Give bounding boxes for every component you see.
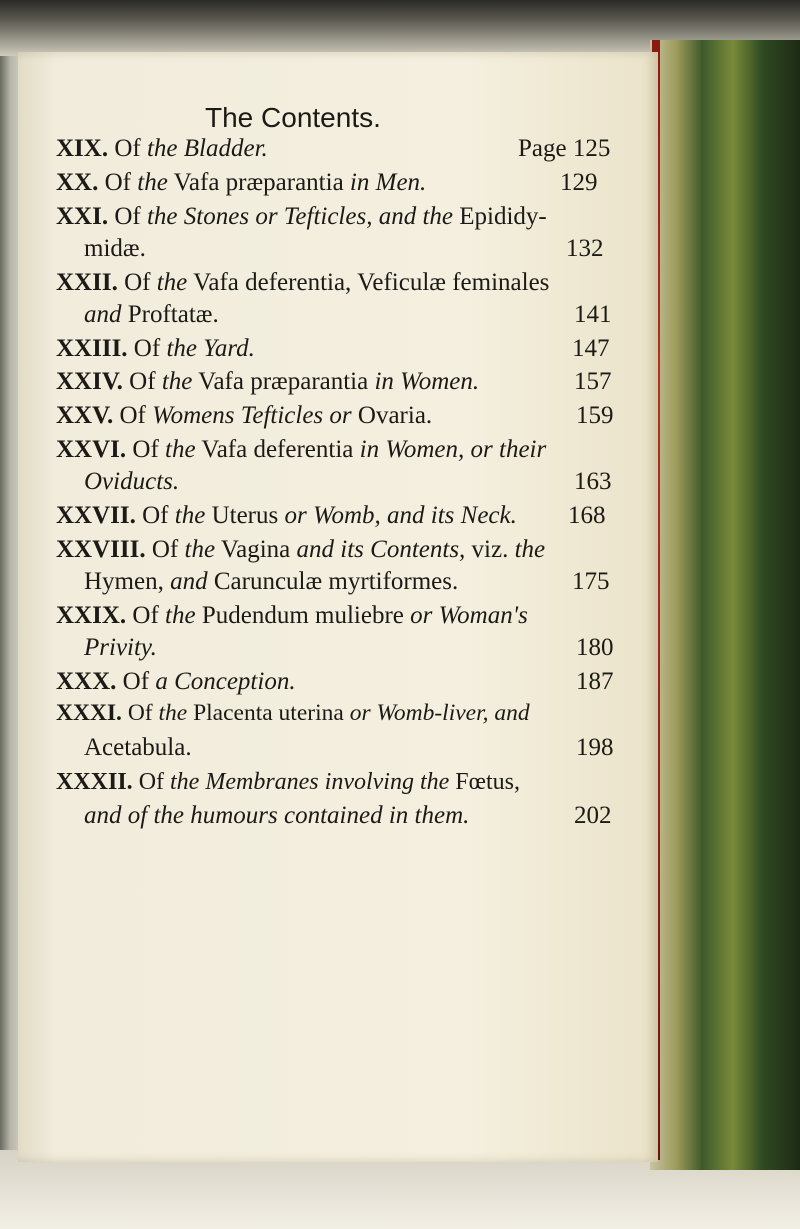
contents-entry-xxx: XXX. Of a Conception. — [56, 668, 296, 695]
page-number: 163 — [574, 468, 612, 495]
page-number: Page 125 — [518, 135, 611, 162]
page-number: 198 — [576, 734, 614, 761]
page-header: The Contents. — [205, 102, 381, 133]
contents-entry-xxvi: XXVI. Of the Vafa deferentia in Women, or their — [56, 436, 547, 463]
page-number: 180 — [576, 634, 614, 661]
contents-entry-continuation: Acetabula. — [84, 734, 192, 761]
page-number: 129 — [560, 169, 598, 196]
contents-entry-xxxi: XXXI. Of the Placenta uterina or Womb-liver, and — [56, 700, 530, 726]
contents-entry-continuation: and Proftatæ. — [84, 301, 219, 328]
contents-entry-continuation: Oviducts. — [84, 468, 180, 495]
page-number: 175 — [572, 568, 610, 595]
page-number: 187 — [576, 668, 614, 695]
contents-entry-xxiv: XXIV. Of the Vafa præparantia in Women. — [56, 368, 480, 395]
contents-entry-xxviii: XXVIII. Of the Vagina and its Contents, viz. the — [56, 536, 546, 563]
page-number: 157 — [574, 368, 612, 395]
page-number: 141 — [574, 301, 612, 328]
contents-entry-xx: XX. Of the Vafa præparantia in Men. — [56, 169, 427, 196]
contents-entry-xxiii: XXIII. Of the Yard. — [56, 335, 255, 362]
page-number: 168 — [568, 502, 606, 529]
contents-entry-xxxii: XXXII. Of the Membranes involving the Fœtus, — [56, 769, 520, 795]
contents-entry-continuation: and of the humours contained in them. — [84, 802, 470, 829]
contents-entry-xxix: XXIX. Of the Pudendum muliebre or Woman's — [56, 602, 528, 629]
contents-entry-xxvii: XXVII. Of the Uterus or Womb, and its Neck. — [56, 502, 517, 529]
page-number: 202 — [574, 802, 612, 829]
contents-entry-xix: XIX. Of the Bladder. — [56, 135, 268, 162]
page-number: 159 — [576, 402, 614, 429]
page-number: 132 — [566, 235, 604, 262]
contents-entry-continuation: Hymen, and Carunculæ myrtiformes. — [84, 568, 459, 595]
contents-entry-xxii: XXII. Of the Vafa deferentia, Veficulæ feminales — [56, 269, 550, 296]
contents-entry-continuation: Privity. — [84, 634, 157, 661]
contents-entry-xxi: XXI. Of the Stones or Tefticles, and the Epididy- — [56, 203, 547, 230]
page-number: 147 — [572, 335, 610, 362]
contents-entry-continuation: midæ. — [84, 235, 146, 262]
contents-entry-xxv: XXV. Of Womens Tefticles or Ovaria. — [56, 402, 433, 429]
